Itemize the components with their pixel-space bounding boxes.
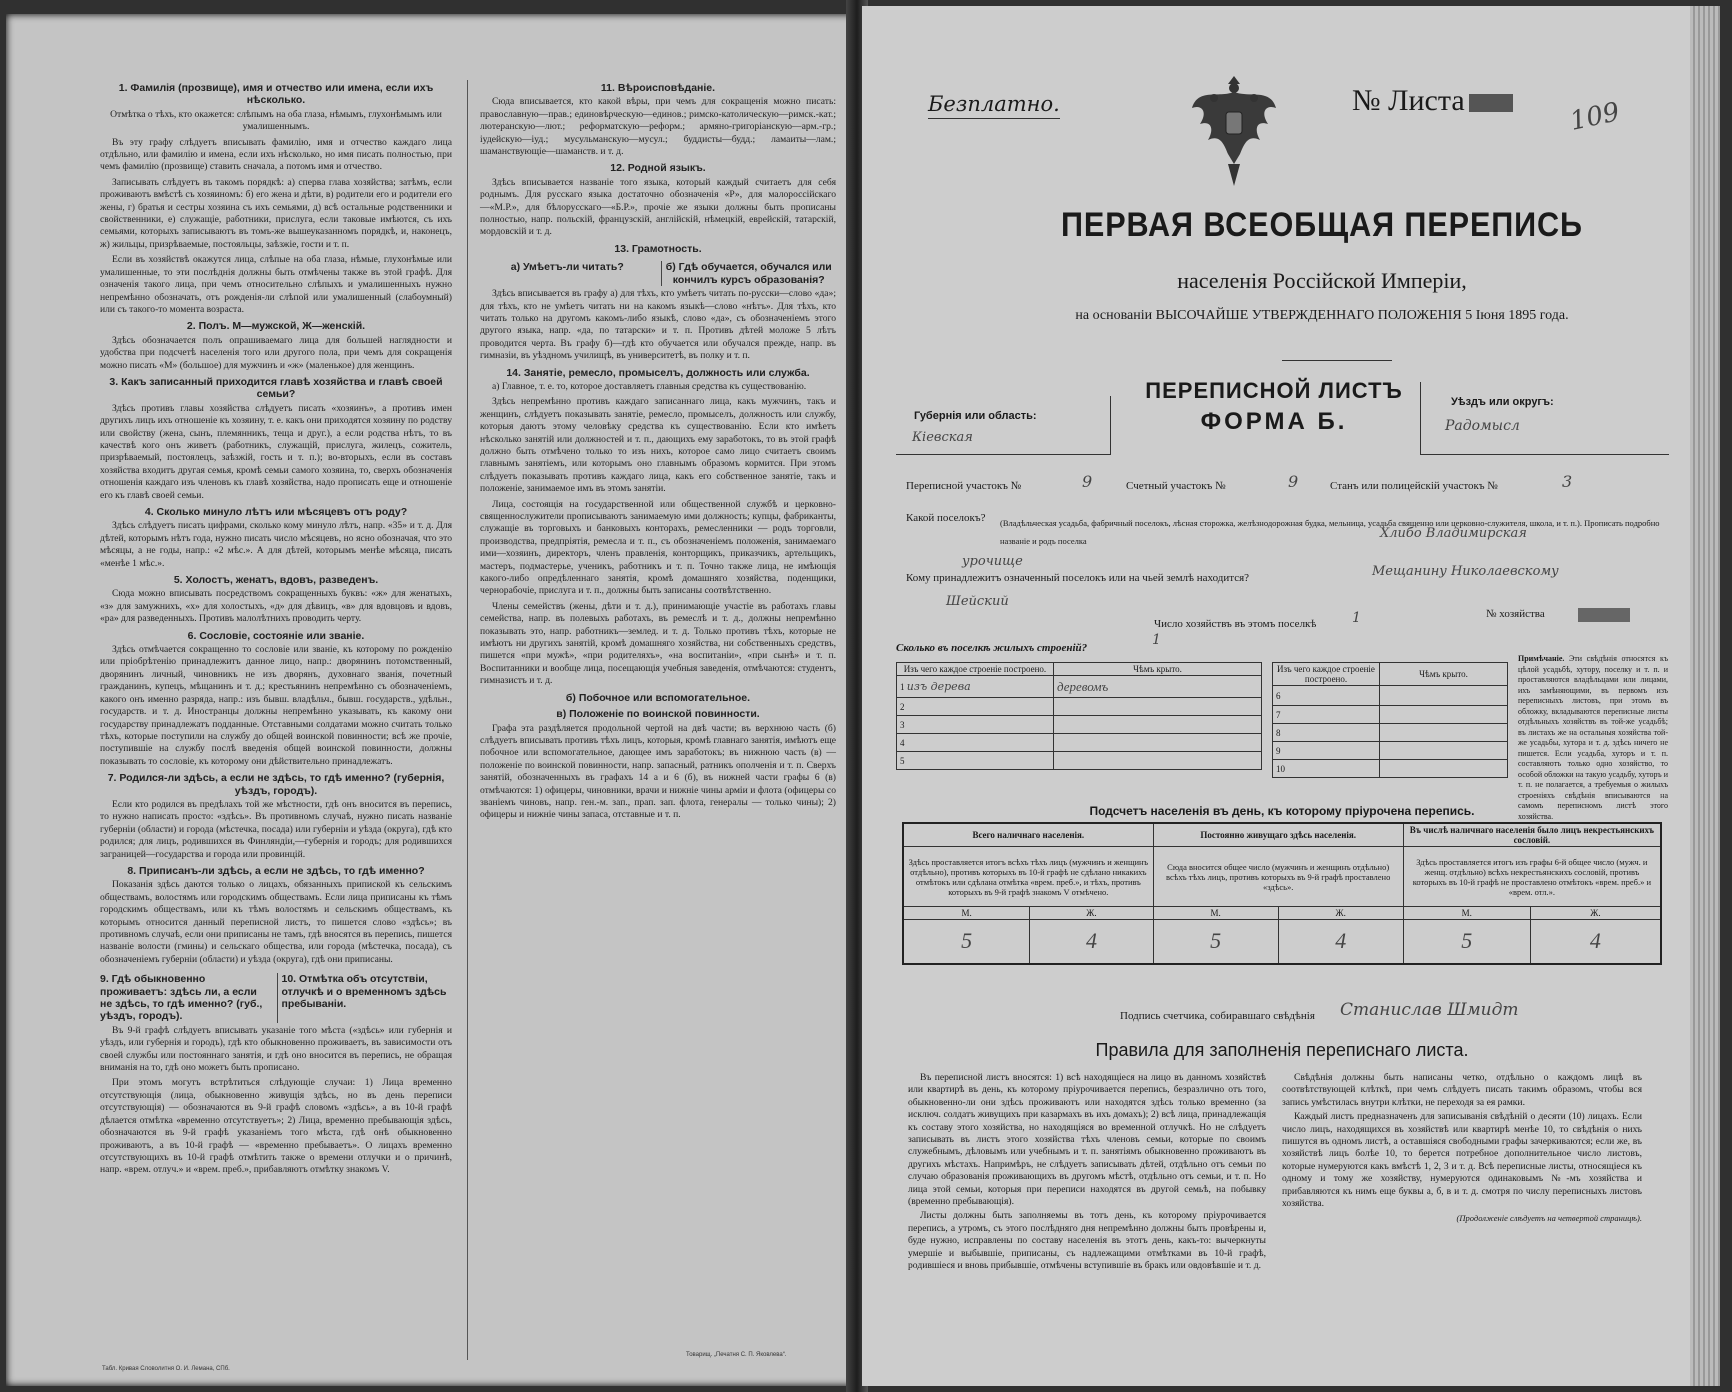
section-13-heading: 13. Грамотность. bbox=[614, 242, 702, 255]
printer-footer-left: Табл. Кривая Словолитня О. И. Лемана, СПб. bbox=[102, 1366, 230, 1372]
owner-label: Кому принадлежитъ означенный поселокъ или на чьей землѣ находится? bbox=[906, 572, 1250, 584]
settlement-hint: (Владѣльческая усадьба, фабричный поселокъ, лѣсная сторожка, желѣзнодорожная будка, мельница, усадьба священно или церковно-служителя, школа, и т. п.). Прописать подробно названіе и родъ поселка bbox=[1000, 518, 1660, 546]
section-14b-heading: б) Побочное или вспомогательное. bbox=[565, 691, 751, 704]
table-row: 1 изъ дерева bbox=[897, 676, 1054, 698]
sheet-number-text: № Листа bbox=[1352, 84, 1465, 117]
population-count-title: Подсчетъ населенія въ день, къ которому пріурочена перепись. bbox=[1089, 804, 1475, 818]
col-female-2: Ж. bbox=[1278, 907, 1403, 920]
signature-label: Подпись счетчика, собиравшаго свѣдѣнія bbox=[1120, 1010, 1315, 1022]
table-header-material-2: Изъ чего каждое строеніе построено. bbox=[1273, 663, 1380, 686]
form-subtitle: ФОРМА Б. bbox=[1200, 408, 1348, 435]
rules-text-1: Въ переписной листъ вносятся: 1) всѣ находящіеся на лицо въ данномъ хозяйствѣ или квартирѣ въ день, къ которому пріурочивается перепись, безразлично отъ того, обыкновенно-ли они здѣсь проживаютъ или находятся здѣсь только временно (за исключ. солдатъ живущихъ при казармахъ въ ихъ домахъ); 2) всѣ лица, принадлежащія къ составу этого хозяйства, но находящіяся во временной отлучкѣ. Но не слѣдуетъ записывать въ листъ этого хозяйства тѣхъ членовъ семьи, которые по своимъ служебнымъ, дѣловымъ или учебнымъ и т. п. занятіямъ обыкновенно проживаютъ въ другихъ мѣстахъ. Напримѣръ, не слѣдуетъ записывать дѣтей, отдѣльно отъ семьи по случаю образованія проживающихъ въ другомъ мѣстѣ, отдѣльно отъ семьи, и т. п. Но лица этой семьи, которыя при переписи находятся въ другой семьѣ, на побывку (временно пребывающія). bbox=[908, 1072, 1266, 1208]
column-divider bbox=[467, 80, 468, 1360]
note-title: Примѣчаніе. bbox=[1518, 654, 1565, 663]
section-2-heading: 2. Полъ. М—мужской, Ж—женскій. bbox=[186, 320, 366, 333]
section-7-heading: 7. Родился-ли здѣсь, а если не здѣсь, то гдѣ именно? (губернія, уѣздъ, городъ). bbox=[107, 772, 445, 797]
section-1-text-3: Если въ хозяйствѣ окажутся лица, слѣпые на оба глаза, нѣмые, глухонѣмые или умалишенные, то эти послѣднія должны быть отмѣчены также въ этой графѣ. Для означенія такого лица, при чемъ относительно слѣпыхъ и умалишенныхъ нужно непремѣнно обозначать, отъ рожденія-ли слѣпой или умалишенный (слабоумный) или съ такого-то момента возраста. bbox=[100, 254, 452, 315]
table-row: 8 bbox=[1273, 724, 1380, 742]
section-7-text: Если кто родился въ предѣлахъ той же мѣстности, гдѣ онъ вносится въ перепись, то нужно написать просто: «здѣсь». Въ противномъ случаѣ, нужно писать названіе губерніи (области) и города (мѣстечка, посада) или губерніи и уѣзда (округа), гдѣ кто родился; для лицъ, родившихся въ Финляндіи,—губернія и городъ; для родившихся заграницей—государства и города или провинцій. bbox=[100, 798, 452, 860]
section-11-text: Сюда вписывается, кто какой вѣры, при чемъ для сокращенія можно писать: православную—прав.; единовѣрческую—единов.; римско-католическую—римск.-кат.; лютеранскую—лют.; реформатскую—реформ.; армяно-григоріанскую—арм.-гр.; іудейскую—іуд.; мусульманскую—мусул.; буддисты—будд.; ламаиты—лам.; шаманствующіе—шаманств. и т. д. bbox=[480, 96, 836, 158]
title-rule bbox=[1282, 360, 1392, 361]
sheet-number-label bbox=[1352, 84, 1513, 118]
permanent-female-count: 4 bbox=[1278, 920, 1403, 964]
table-row: 6 bbox=[1273, 686, 1380, 706]
non-peasant-female-count: 4 bbox=[1530, 920, 1661, 964]
imperial-eagle-emblem bbox=[1188, 68, 1280, 194]
gubernia-value: Кіевская bbox=[912, 430, 973, 445]
uezd-label: Уѣздъ или округъ: bbox=[1451, 396, 1554, 408]
col-male-3: М. bbox=[1403, 907, 1530, 920]
present-population-header: Всего наличнаго населенія. bbox=[903, 823, 1153, 847]
stan-value: 3 bbox=[1562, 472, 1573, 491]
gubernia-label: Губернія или область: bbox=[914, 410, 1037, 422]
section-1-subheading: Отмѣтка о тѣхъ, кто окажется: слѣпымъ на оба глаза, нѣмымъ, глухонѣмымъ или умалишеннымъ. bbox=[110, 108, 442, 133]
section-1-text-2: Записывать слѣдуетъ въ такомъ порядкѣ: а) сперва глава хозяйства; затѣмъ, если проживаютъ вмѣстѣ съ хозяиномъ: б) его жена и дѣти, в) родители его и родители его жены, г) братья и сестры хозяина съ ихъ семьями, д) всѣ остальные родственники и свойственники, е) служащіе, работники, прислуга, если таковые имѣются, съ ихъ семьями, которыхъ записываютъ въ томъ-же вышеуказанномъ порядкѣ, и, наконецъ, ж) жильцы, призрѣваемые, постояльцы, заѣзжіе, гости и т. п. bbox=[100, 176, 452, 250]
col-female-3: Ж. bbox=[1530, 907, 1661, 920]
non-peasant-male-count: 5 bbox=[1403, 920, 1530, 964]
table-header-roof: Чѣмъ крыто. bbox=[1054, 663, 1262, 676]
rules-text-2: Листы должны быть заполняемы въ тотъ день, къ которому пріурочивается перепись, а утромъ, съ этого послѣдняго дня непремѣнно должны быть провѣрены и, буде нужно, исправлены по составу населенія въ этотъ день, какъ-то: вычеркнуты умершіе и выбывшіе, приписаны, съ надлежащими отмѣтками въ 10-й графѣ, родившіеся и вновь прибывшіе, отмѣчены вступившіе въ бракъ или овдовѣвшіе и т. д. bbox=[908, 1210, 1266, 1272]
table-cell-roof: деревомъ bbox=[1054, 676, 1262, 698]
sheet-number-redacted bbox=[1469, 94, 1513, 112]
section-6-heading: 6. Сословіе, состояніе или званіе. bbox=[187, 629, 365, 642]
census-district-value: 9 bbox=[1082, 472, 1093, 491]
section-12-text: Здѣсь вписывается названіе того языка, который каждый считаетъ для себя роднымъ. Для русскаго языка достаточно обозначенія «Р», для малороссійскаго—«М.Р.», для бѣлорусскаго—«Б.Р.», прочіе же языки должны быть прописаны полностью, напр. польскій, французскій, англійскій, нѣмецкій, еврейскій, татарскій, мордовскій и т. д. bbox=[480, 176, 836, 238]
households-value: 1 bbox=[1352, 610, 1361, 626]
settlement-label: Какой поселокъ? bbox=[906, 512, 986, 524]
section-2-text: Здѣсь обозначается полъ опрашиваемаго лица для большей наглядности и удобства при подсчетѣ населенія того или другого пола, при чемъ для сокращенія можно писать «М» (большое) для мужчинъ и «ж» (маленькое) для женщинъ. bbox=[100, 334, 452, 371]
table-row: 9 bbox=[1273, 742, 1380, 760]
buildings-table-right bbox=[1272, 662, 1508, 778]
table-row: 4 bbox=[897, 734, 1054, 752]
dwellings-label: Сколько въ поселкѣ жилыхъ строеній? bbox=[896, 642, 1088, 654]
rules-title: Правила для заполненія переписнаго листа. bbox=[1095, 1040, 1469, 1060]
section-4-heading: 4. Сколько минуло лѣтъ или мѣсяцевъ отъ роду? bbox=[144, 506, 408, 518]
household-number-label: № хозяйства bbox=[1486, 608, 1545, 620]
table-row: 3 bbox=[897, 716, 1054, 734]
rules-text-3: Свѣдѣнія должны быть написаны четко, отдѣльно о каждомъ лицѣ въ соотвѣтствующей клѣткѣ, при чемъ слѣдуетъ писать такимъ образомъ, чтобы вся запись умѣстилась внутри клѣтки, не переходя за ея рамки. bbox=[1282, 1072, 1642, 1108]
left-column-1 bbox=[100, 78, 452, 1180]
form-title-block bbox=[1124, 378, 1424, 436]
stan-label: Станъ или полицейскій участокъ № bbox=[1330, 480, 1498, 492]
dwellings-value: 1 bbox=[1152, 632, 1161, 648]
section-12-heading: 12. Родной языкъ. bbox=[610, 162, 706, 175]
section-11-heading: 11. Вѣроисповѣданіе. bbox=[600, 82, 716, 94]
permanent-population-desc: Сюда вносится общее число (мужчинъ и женщинъ отдѣльно) всѣхъ тѣхъ лицъ, противъ которыхъ въ 9-й графѣ проставлено «здѣсь». bbox=[1153, 847, 1403, 907]
non-peasant-desc: Здѣсь проставляется итогъ изъ графы 6-й общее число (мужч. и женщ. отдѣльно) всѣхъ некрестьянскихъ сословій, противъ которыхъ въ 10-й графѣ не проставлено отмѣтокъ «врем. преб.» и «врем. отл.». bbox=[1403, 847, 1661, 907]
left-page bbox=[6, 14, 856, 1386]
settlement-value: Хлибо Владимирская bbox=[1380, 526, 1527, 541]
section-13a-heading: а) Умѣетъ-ли читать? bbox=[510, 261, 624, 274]
present-population-desc: Здѣсь проставляется итогъ всѣхъ тѣхъ лицъ (мужчинъ и женщинъ отдѣльно), противъ которыхъ въ 10-й графѣ не сдѣлано никакихъ отмѣтокъ или сдѣлана отмѣтка «врем. преб.», и тѣхъ, противъ которыхъ въ 9-й графѣ знакомъ V отмѣчено. bbox=[903, 847, 1153, 907]
section-3-heading: 3. Какъ записанный приходится главѣ хозяйства и главѣ своей семьи? bbox=[109, 375, 443, 401]
col-female-1: Ж. bbox=[1030, 907, 1153, 920]
table-row: 5 bbox=[897, 752, 1054, 770]
section-14c-heading: в) Положеніе по воинской повинности. bbox=[556, 708, 760, 721]
gubernia-box bbox=[896, 396, 1111, 455]
table-row: 10 bbox=[1273, 760, 1380, 778]
count-district-label: Счетный участокъ № bbox=[1126, 480, 1226, 492]
section-5-text: Сюда можно вписывать посредствомъ сокращенныхъ буквъ: «ж» для женатыхъ, «з» для замужнихъ, «х» для холостыхъ, «д» для дѣвицъ, «в» для вдовцовъ и вдовъ, «ра» для разведенныхъ. Противъ малолѣтнихъ проводить черту. bbox=[100, 588, 452, 625]
settlement-value-2: урочище bbox=[962, 554, 1023, 569]
household-number-redacted bbox=[1578, 608, 1630, 622]
sheet-number-handwritten: 109 bbox=[1567, 97, 1623, 137]
count-district-value: 9 bbox=[1288, 472, 1299, 491]
present-male-count: 5 bbox=[903, 920, 1030, 964]
section-9-heading: 9. Гдѣ обыкновенно проживаетъ: здѣсь ли, а если не здѣсь, то гдѣ именно? (губ., уѣздъ, городъ). bbox=[100, 973, 263, 1023]
section-14a-heading: а) Главное, т. е. то, которое доставляетъ главныя средства къ существованію. bbox=[492, 380, 807, 392]
owner-value-2: Шейский bbox=[946, 594, 1009, 609]
rules-text-4: Каждый листъ предназначенъ для записыванія свѣдѣній о десяти (10) лицахъ. Если число лицъ, находящихся въ хозяйствѣ или квартирѣ менѣе 10, то свѣдѣнія о нихъ пишутся въ одномъ листѣ, а оставшіяся свободными графы зачеркиваются; если же, въ хозяйствѣ лицъ болѣе 10, то берется потребное дополнительное число листовъ, которые нумеруются какъ вмѣстѣ 1, 2, 3 и т. д. Всѣ переписные листы, относящіеся къ одному и тому же хозяйству, нумеруются одинаковымъ №-мъ хозяйства и прибавляются къ нимъ еще буквы а, б, в и т. д. смотря по числу переписныхъ листовъ хозяйства. bbox=[1282, 1111, 1642, 1210]
rules-column-right bbox=[1282, 1072, 1642, 1227]
note-block bbox=[1518, 654, 1668, 822]
note-text: Эти свѣдѣнія относятся къ цѣлой усадьбѣ, хутору, поселку и т. п. и проставляются владѣльцами или лицами, ихъ замѣняющими, въ первомъ изъ переписныхъ листовъ, при этомъ въ обложку, вкладываются переписные листы отдѣльныхъ хозяйствъ въ той-же усадьбѣ; въ листахъ же на остальныя хозяйства той-же усадьбы, хутора и т. д. здѣсь ничего не пишется. Если усадьба, хуторъ и т. п. составляютъ только одно хозяйство, то особой обложки на такую усадьбу, хуторъ и т. п. не полагается, а требуемыя о жилыхъ строеніяхъ свѣдѣнія вписываются на самомъ переписномъ листѣ этого хозяйства. bbox=[1518, 654, 1669, 821]
section-1-heading: 1. Фамилія (прозвище), имя и отчество или имена, если ихъ нѣсколько. bbox=[118, 82, 434, 107]
signature-value: Станислав Шмидт bbox=[1340, 1000, 1519, 1020]
section-4-text: Здѣсь слѣдуетъ писать цифрами, сколько кому минуло лѣтъ, напр. «35» и т. д. Для дѣтей, которымъ нѣтъ года, нужно писать число мѣсяцевъ, но ясно обозначая, что это мѣсяцы, а не годы, напр.: «2 мѣс.». А для дѣтей, которымъ менѣе мѣсяца, писать «менѣе 1 мѣс.». bbox=[100, 520, 452, 569]
left-column-2 bbox=[480, 78, 836, 825]
section-14-heading: 14. Занятіе, ремесло, промыселъ, должность или служба. bbox=[506, 366, 810, 379]
page-edge-stripes bbox=[1690, 6, 1720, 1386]
table-row: 7 bbox=[1273, 706, 1380, 724]
buildings-table-left bbox=[896, 662, 1262, 770]
printer-footer-right: Товарищ. „Печатня С. П. Яковлева“. bbox=[686, 1352, 787, 1358]
census-basis: на основаніи ВЫСОЧАЙШЕ УТВЕРЖДЕННАГО ПОЛОЖЕНІЯ 5 Іюня 1895 года. bbox=[1075, 308, 1569, 323]
rules-column-left bbox=[908, 1072, 1266, 1275]
owner-value: Мещанину Николаевскому bbox=[1372, 564, 1559, 579]
right-page bbox=[862, 6, 1720, 1386]
section-5-heading: 5. Холостъ, женатъ, вдовъ, разведенъ. bbox=[173, 574, 379, 587]
section-14-text-3: Члены семействъ (жены, дѣти и т. д.), принимающіе участіе въ работахъ главы семейства, напр. въ полевыхъ работахъ, въ ремеслѣ и т. д., должны непремѣнно показывать это, напр. работникъ—землед. и т. д. Только противъ тѣхъ, которые не имѣютъ ни другихъ занятій, кромѣ домашняго хозяйства, ни собственныхъ средствъ, пишется «при мужѣ», «при родителяхъ», «на воспитаніи», «при сынѣ» и т. п. Воспитанники и вообще лица, посещающія учебныя заведенія, отмѣчаются: студентъ, гимназистъ и т. д. bbox=[480, 600, 836, 687]
rules-continued: (Продолженіе слѣдуетъ на четвертой страницѣ). bbox=[1456, 1213, 1642, 1224]
census-title: ПЕРВАЯ ВСЕОБЩАЯ ПЕРЕПИСЬ bbox=[1061, 206, 1583, 244]
form-title: ПЕРЕПИСНОЙ ЛИСТЪ bbox=[1145, 378, 1403, 403]
table-row: 2 bbox=[897, 698, 1054, 716]
section-9-text: Въ 9-й графѣ слѣдуетъ вписывать указаніе того мѣста («здѣсь» или губернія и уѣздъ, или губернія и городъ), гдѣ кто обыкновенно проживаетъ, въ зависимости отъ своей службы или постояннаго занятія, и гдѣ оно вносится въ перепись, не обращая вниманія на то, гдѣ оно можетъ быть прописано. bbox=[100, 1024, 452, 1074]
section-3-text: Здѣсь противъ главы хозяйства слѣдуетъ писать «хозяинъ», а противъ имен другихъ лицъ ихъ отношеніе къ хозяину, т. е. какъ они приходятся хозяину по родству или свойству (жена, сынъ, племянникъ, теща и друг.), а если родства нѣтъ, то въ качествѣ кого онъ живетъ (работникъ, служащій, прислуга, жилецъ, сожитель, призрѣваемый, постоялецъ, заѣзжій, гость и т. п.); во-вторыхъ, если въ составъ хозяйства входитъ другая семья, кромѣ семьи самого хозяина, то, сверхъ обозначенія отношенія каждаго изъ членовъ къ главѣ хозяйства, надо прописать еще и отношеніе его къ главѣ своей семьи. bbox=[100, 402, 452, 501]
section-14-text-4: Графа эта раздѣляется продольной чертой на двѣ части; въ верхнюю часть (б) слѣдуетъ вписывать противъ тѣхъ лицъ, которыя, кромѣ главнаго занятія, имѣютъ еще побочное или вспомогательное, дающее имъ заработокъ; въ нижнюю часть (в) — положеніе по воинской повинности, напр. запасный, ратникъ ополченія и т. п. Сверхъ занятій, обозначенныхъ въ графахъ 14 а и 6 (б), въ нижней части графы 6 (в) отмѣчаются: 1) офицеры, чиновники, врачи и нижніе чины арміи и флота (офицеры со званіемъ чиновъ, напр. ген.-м. зап., прап. зап. флота, генералы — только чины); 2) офицеры и нижніе чины запаса, отставные и т. п. bbox=[480, 722, 836, 821]
section-14-text-2: Лица, состоящія на государственной или общественной службѣ и церковно-священнослужители прописываютъ занимаемую ими должность; купцы, фабриканты, служащіе въ торговыхъ и банковыхъ конторахъ, ремесленники — родъ торговли, производства, предпріятія, ремесла и т. п., съ обозначеніемъ положенія, занимаемаго ими—хозяинъ, директоръ, членъ правленія, конторщикъ, приказчикъ, артельщикъ, мастеръ, подмастерье, ученикъ, работникъ и т. п. Точно также лица, не имѣющія какого-либо опредѣленнаго занятія, кромѣ домашняго хозяйства, поденщики, чернорабочіе, прислуга и т. п., должны быть записаны соотвѣтственно. bbox=[480, 498, 836, 597]
free-label: Безплатно. bbox=[928, 92, 1060, 119]
non-peasant-header: Въ числѣ наличнаго населенія было лицъ некрестьянскихъ сословій. bbox=[1403, 823, 1661, 847]
section-8-heading: 8. Приписанъ-ли здѣсь, а если не здѣсь, то гдѣ именно? bbox=[127, 864, 425, 877]
census-district-label: Переписной участокъ № bbox=[906, 480, 1022, 492]
section-8-text: Показанія здѣсь даются только о лицахъ, обязанныхъ припиской къ сельскимъ обществамъ, волостямъ или городскимъ обществамъ. Если лица приписаны къ тѣмъ городскимъ обществамъ, или къ тѣмъ волостямъ и сельскимъ обществамъ, къ которымъ относится данный переписной листъ, то пишется слово «здѣсь»; въ противномъ случаѣ, если они приписаны не тамъ, гдѣ вносятся въ перепись, пишется названіе волости (гмины) и сельскаго общества, или города (мѣстечка, посада), съ обозначеніемъ губерніи (области) и уѣзда (округа), гдѣ они приписаны. bbox=[100, 879, 452, 965]
present-female-count: 4 bbox=[1030, 920, 1153, 964]
section-9-text-2: При этомъ могутъ встрѣтиться слѣдующіе случаи: 1) Лица временно отсутствующія (лица, обыкновенно живущія здѣсь, но въ день переписи отсутствующія) — обозначаются въ 9-й графѣ словомъ «здѣсь», а въ 10-й графѣ дѣлается отмѣтка «временно отсутствуетъ»; 2) Лица, временно пребывающія здѣсь, обозначаются въ 9-й графѣ указаніемъ того мѣста, гдѣ онѣ обыкновенно проживаютъ, а въ 10-й графѣ — «временно пребываетъ». О лицахъ временно отсутствующихъ въ 10-й графѣ отмѣтить также о времени отлучки и о причинѣ, напр. «врем. отлуч.» и «врем. преб.», прибавляютъ отмѣтку знакомъ V. bbox=[100, 1077, 452, 1176]
permanent-population-header: Постоянно живущаго здѣсь населенія. bbox=[1153, 823, 1403, 847]
col-male-1: М. bbox=[903, 907, 1030, 920]
population-count-table bbox=[902, 822, 1662, 965]
section-1-text: Въ эту графу слѣдуетъ вписывать фамилію, имя и отчество каждаго лица отдѣльно, или фамилію и имена, если ихъ нѣсколько, но имя писать полностью, при чемъ фамилію (прозвище) ставить сначала, а потомъ имя и отчество. bbox=[100, 136, 452, 173]
col-male-2: М. bbox=[1153, 907, 1278, 920]
section-10-heading: 10. Отмѣтка объ отсутствіи, отлучкѣ и о временномъ здѣсь пребываніи. bbox=[277, 973, 453, 1023]
section-13b-heading: б) Гдѣ обучается, обучался или кончилъ курсъ образованія? bbox=[661, 261, 837, 286]
section-14-text: Здѣсь непремѣнно противъ каждаго записаннаго лица, какъ мужчинъ, такъ и женщинъ, слѣдуетъ показывать занятіе, ремесло, промыселъ, должность или службу, которыя даютъ этому человѣку средства къ существованію. Если кто имѣетъ нѣсколько занятій или должностей и т. п., дающихъ ему заработокъ, то въ этой графѣ должно быть отмѣчено только то изъ нихъ, которое само лицо считаетъ своимъ главнымъ занятіемъ, или которымъ оно главнымъ образомъ кормится. При этомъ слѣдуетъ показывать противъ каждаго лица, какъ его собственное занятіе, такъ и положеніе, занимаемое имъ въ этомъ занятіи. bbox=[480, 396, 836, 495]
table-header-material: Изъ чего каждое строеніе построено. bbox=[897, 663, 1054, 676]
households-label: Число хозяйствъ въ этомъ поселкѣ bbox=[1154, 618, 1317, 630]
census-subtitle: населенія Россійской Имперіи, bbox=[1177, 268, 1467, 293]
permanent-male-count: 5 bbox=[1153, 920, 1278, 964]
uezd-value: Радомысл bbox=[1445, 418, 1520, 434]
uezd-box bbox=[1420, 382, 1669, 455]
section-6-text: Здѣсь отмѣчается сокращенно то сословіе или званіе, къ которому по рожденію или пріобрѣтенію принадлежитъ данное лицо, напр.: дворянинъ потомственный, дворянинъ личный, чиновникъ не изъ дворянъ, духовнаго званія, почетный гражданинъ, купецъ, мѣщанинъ и т. д.; крестьянинъ непремѣнно съ обозначеніемъ, какого онъ именно разряда, напр.: изъ бывш. владѣльч., бывш. государств., удѣльн., государств. и т. д. Иностранцы должны непремѣнно указывать, къ какому они государству принадлежатъ подданные. Отставными солдатами можно считать только тѣхъ, которые поступили на службу до общей воинской повинности; всѣ же прочіе, поступившіе на службу послѣ введенія общей воинской повинности, должны показывать то сословіе, къ которому они дѣйствительно принадлежатъ. bbox=[100, 644, 452, 767]
table-header-roof-2: Чѣмъ крыто. bbox=[1380, 663, 1508, 686]
section-13-text: Здѣсь вписывается въ графу а) для тѣхъ, кто умѣетъ читать по-русски—слово «да»; для тѣхъ, кто не умѣетъ читать ни на какомъ языкѣ—слово «нѣтъ». Для тѣхъ, кто читать только на другомъ какомъ-либо языкѣ, слово «да», съ обозначеніемъ этого другого языка, напр. «да, по татарски» и т. п. Противъ дѣтей моложе 5 лѣтъ проводится черта. Въ графу б)—гдѣ кто обучается или обучался прежде, напр. въ гимназіи, въ уѣздномъ училищѣ, въ университетѣ, въ полку и т. п. bbox=[480, 288, 836, 362]
